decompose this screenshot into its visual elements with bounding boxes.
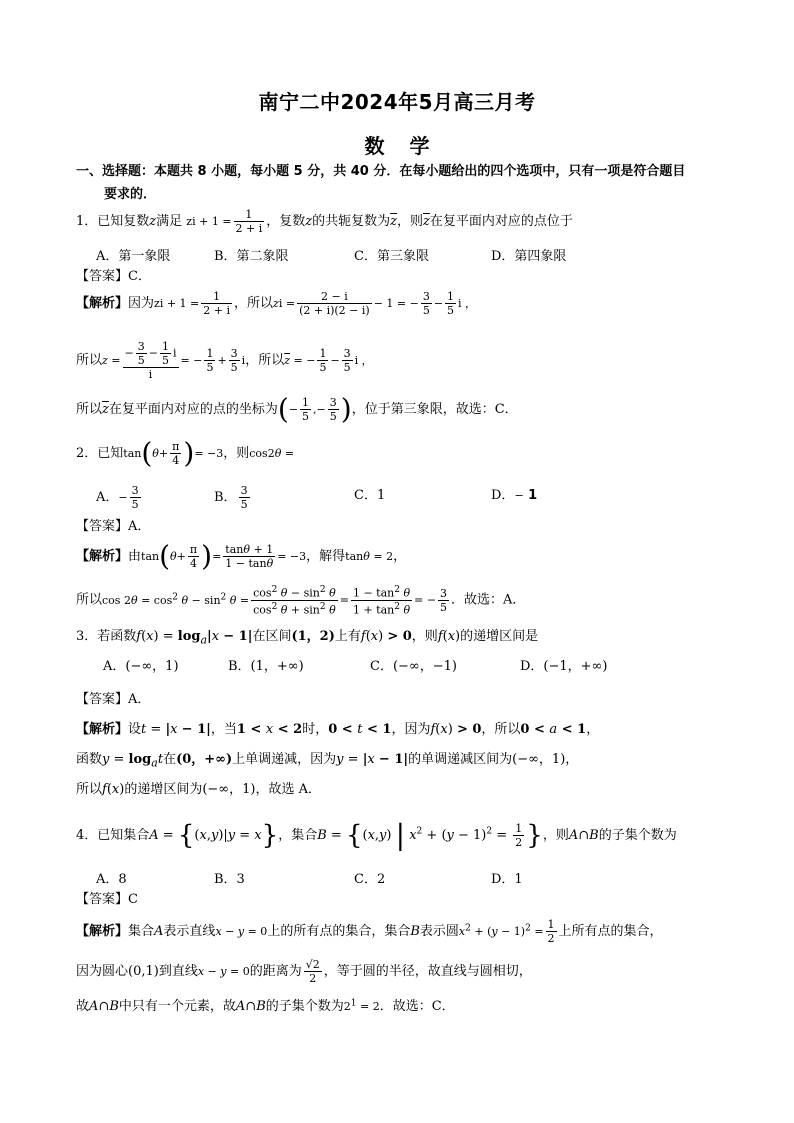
q4-solution-line2: 因为圆心(0,1)到直线x − y = 0的距离为 $\frac{√2}{2}$ ，等于圆的半径，故直线与圆相切， — [76, 958, 532, 985]
q4-option-b: B．3 — [214, 872, 245, 887]
q3-solution-line2: 函数$y = \log_at$在(0，+∞)上单调递减，因为y = |x − 1|的单调递减区间为(−∞，1)， — [76, 752, 579, 770]
q1-solution-line1: 【解析】因为zi + 1 = $\frac{1}{2 + i}$ ，所以zi = $\frac{2 - i}{(2 + i)(2 - i)}$ − 1 = − $\frac{3}{5}$ − $\frac{1}{5}$ i ， — [76, 290, 477, 317]
q2-solution-line1: 【解析】由tan(θ+ $\frac{\pi}{4}$ )= $\frac{\tan\theta + 1}{1 - \tan\theta}$ = −3，解得tanθ = 2， — [76, 539, 407, 573]
q3-stem: 3．若函数$f(x) = \log_a|x - 1|$在区间(1，2)上有f(x) > 0，则f(x)的递增区间是 — [76, 629, 539, 647]
section-heading — [76, 160, 726, 206]
q4-option-d: D．1 — [491, 872, 523, 887]
q2-option-c: C．1 — [354, 488, 386, 503]
q1-option-d: D．第四象限 — [491, 249, 567, 264]
q2-solution-line2: 所以$\cos 2\theta = \cos^2 \theta - \sin^2 \theta$ = $\frac{\cos^2 \theta - \sin^2 \theta}{\cos^2 \theta + \sin^2 \theta}$ = $\frac{1 - \tan^2 \theta}{1 + \tan^2 \theta}$ = − $\frac{3}{5}$ ．故选：A． — [76, 585, 526, 617]
q1-answer: 【答案】C． — [76, 269, 151, 284]
section-heading-line2: 要求的． — [104, 187, 157, 202]
q2-option-d: D．− 1 — [491, 488, 538, 503]
q1-option-a: A．第一象限 — [96, 249, 171, 264]
page-title: 南宁二中2024年5月高三月考 — [258, 90, 536, 114]
q1-solution-line3: 所以$\overline{z}$在复平面内对应的点的坐标为(− $\frac{1}{5}$ ,− $\frac{3}{5}$ )，位于第三象限，故选：C． — [76, 392, 518, 426]
q3-answer: 【答案】A． — [76, 692, 151, 707]
q4-option-c: C．2 — [354, 872, 386, 887]
q1-option-c: C．第三象限 — [354, 249, 429, 264]
q2-stem: 2．已知tan(θ+ $\frac{\pi}{4}$ )= −3，则cos2θ = — [76, 436, 295, 470]
section-heading-line1: 一、选择题：本题共 8 小题，每小题 5 分，共 40 分．在每小题给出的四个选项中，只有一项是符合题目 — [76, 164, 686, 179]
q4-stem: 4．已知集合A = {(x,y)|y = x}，集合B = {(x,y) | $x^2 + (y - 1)^2$ = $\frac{1}{2}$ }，则A∩B的子集个数为 — [76, 818, 677, 852]
q3-option-d: D．(−1，+∞) — [520, 659, 608, 674]
q1-solution-line2: 所以z = − $\frac{3}{5}$ − $\frac{1}{5}$ i i = − $\frac{1}{5}$ + $\frac{3}{5}$ i，所以$\overline{z}$ = − $\frac{1}{5}$ − $\frac{3}{5}$ i ， — [76, 340, 373, 381]
q3-solution-line3: 所以f(x)的递增区间为(−∞，1)，故选 A． — [76, 782, 322, 797]
q3-option-b: B．(1，+∞) — [228, 659, 304, 674]
q1-option-b: B．第二象限 — [214, 249, 289, 264]
q4-option-a: A．8 — [96, 872, 127, 887]
q4-solution-line3: 故A∩B中只有一个元素，故A∩B的子集个数为$2^1 = 2$．故选：C． — [76, 998, 455, 1014]
subject-title: 数 学 — [364, 134, 430, 158]
q3-option-a: A．(−∞，1) — [103, 659, 179, 674]
q4-answer: 【答案】C — [76, 892, 138, 907]
q3-solution-line1: 【解析】设t = |x − 1|，当1 < x < 2时，0 < t < 1，因为f(x) > 0，所以0 < a < 1， — [76, 722, 600, 737]
q4-solution-line1: 【解析】集合A表示直线x − y = 0上的所有点的集合，集合B表示圆$x^2 + (y - 1)^2$ = $\frac{1}{2}$ 上所有点的集合， — [76, 918, 663, 945]
q2-option-b: B． $\frac{3}{5}$ — [214, 484, 248, 511]
q3-option-c: C．(−∞，−1) — [370, 659, 457, 674]
q1-stem: 1．已知复数z满足 zi + 1 = $\frac{1}{2 + i}$ ，复数z的共轭复数为$\overline{z}$，则$\overline{z}$在复平面内对应的点位于 — [76, 208, 573, 235]
q2-answer: 【答案】A． — [76, 519, 151, 534]
q2-option-a: A．− $\frac{3}{5}$ — [96, 484, 139, 511]
